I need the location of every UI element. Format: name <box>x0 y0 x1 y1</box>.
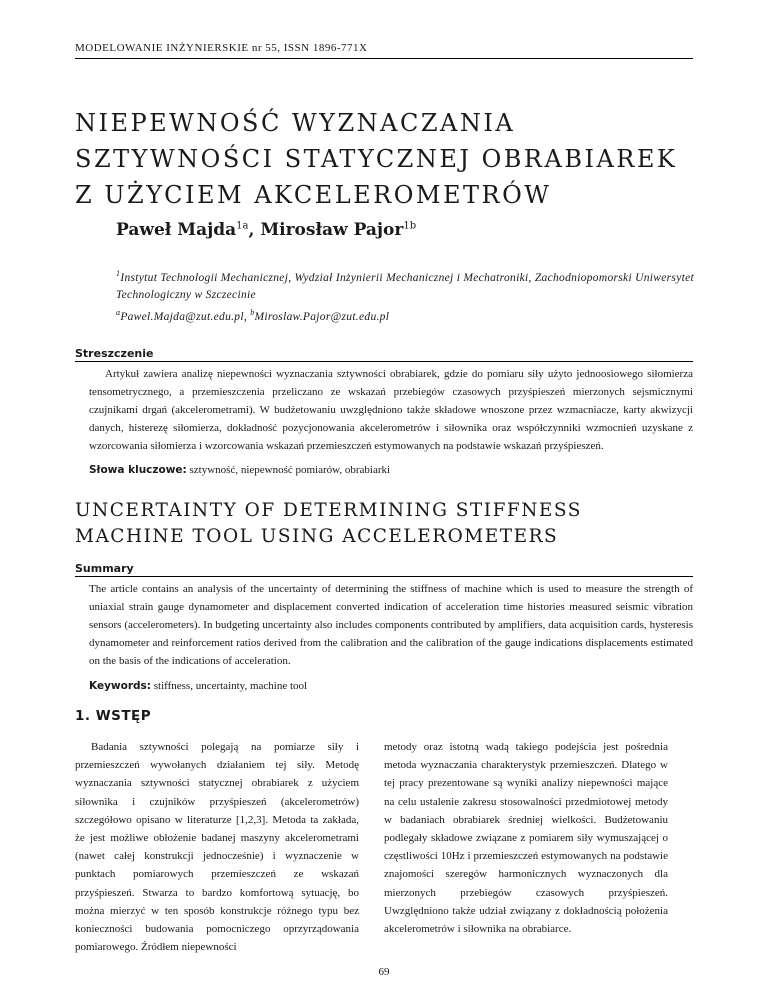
author-name: Mirosław Pajor <box>260 220 404 240</box>
affiliation-mark: 1 <box>116 269 121 278</box>
author-name: Paweł Majda <box>116 220 237 240</box>
affiliation-emails <box>116 304 696 326</box>
email-mark: b <box>250 307 255 317</box>
abstract-heading-english: Summary <box>75 562 693 577</box>
body-column-right: metody oraz istotną wadą takiego podejścia jest pośrednia metoda wyznaczania charakterystyk przemieszczeń. Dlatego w tej pracy prezentowane są wyniki analizy niepewności mające na celu ustalenie zakresu stosowalności przedmiotowej metody w badaniach obrabiarek średniej wielkości. Budżetowaniu podlegały składowe związane z pomiarem siły wymuszającej o częstliwości 10Hz i przemieszczeń estymowanych na podstawie znajomości szeregów harmonicznych wyznaczonych dla mierzonych przebiegów czasowych przyśpieszeń. Uwzględniono także udział związany z dokładnością położenia akcelerometrów i siłownika na obrabiarce. <box>384 741 668 936</box>
page-number: 69 <box>378 966 390 978</box>
paper-title-english: UNCERTAINTY OF DETERMINING STIFFNESS MACHINE TOOL USING ACCELEROMETERS <box>75 500 582 547</box>
keywords-list: stiffness, uncertainty, machine tool <box>150 680 308 692</box>
email-link[interactable]: Miroslaw.Pajor@zut.edu.pl <box>254 310 390 323</box>
running-header: MODELOWANIE INŻYNIERSKIE nr 55, ISSN 1896-771X <box>75 42 693 59</box>
keywords-polish <box>89 464 693 476</box>
author-affiliation-mark: 1a <box>236 220 249 232</box>
affiliation-block <box>116 265 696 326</box>
keywords-list: sztywność, niepewność pomiarów, obrabiarki <box>186 464 391 476</box>
abstract-text-polish: Artykuł zawiera analizę niepewności wyznaczania sztywności obrabiarek, gdzie do pomiaru siły użyto jednoosiowego siłomierza tensometrycznego, a przemieszczenia przeliczano ze wskazań przebiegów czasowych przyśpieszeń mierzonych sejsmicznymi czujnikami drgań (akcelerometrami). W budżetowaniu uwzględniono także składowe wnoszone przez wzmacniacze, karty akwizycji danych, histerezę siłomierza, dokładność pozycjonowania akcelerometrów i siłownika oraz współczynniki wzmocnień uzyskane z wzorcowania siłomierza i wzorcowania wskazań przemieszczeń estymowanych na podstawie wskazań przyśpieszeń. <box>89 368 693 452</box>
body-column-left: Badania sztywności polegają na pomiarze siły i przemieszczeń wywołanych działaniem tej siły. Metodę wyznaczania sztywności statycznej obrabiarek z użyciem siłownika i czujników przyśpieszeń (akcelerometrów) szczegółowo opisano w literaturze [1,2,3]. Metoda ta zakłada, że jest możliwe obłożenie badanej maszyny akcelerometrami (nawet całej konstrukcji jednocześnie) i wyznaczenie w punktach pomiarowych przemieszczeń ze wskazań przyśpieszeń. Stwarza to bardzo komfortową sytuację, bo można mierzyć w ten sposób konstrukcje różnego typu bez konieczności budowania pomocniczego oprzyrządowania pomiarowego. Źródłem niepewności <box>75 741 359 954</box>
keywords-label: Słowa kluczowe: <box>89 464 187 476</box>
author-separator: , <box>248 220 261 240</box>
email-mark: a <box>116 307 121 317</box>
abstract-text-english: The article contains an analysis of the uncertainty of determining the stiffness of machine which is used to measure the strength of uniaxial strain gauge dynamometer and displacement converted indication of acceleration time histories measured seismic vibration sensors (accelerometers). In budgeting uncertainty also includes components contributed by amplifiers, data acquisition cards, hysteresis dynamometer and reinforcement ratios derived from the calibration and the calibration of the gauge indications displacements estimated on the basis of the indications of acceleration. <box>89 583 693 667</box>
affiliation-text: Instytut Technologii Mechanicznej, Wydział Inżynierii Mechanicznej i Mechatroniki, Zachodniopomorski Uniwersytet Technologiczny w Szczecinie <box>116 271 695 301</box>
paper-title-polish: NIEPEWNOŚĆ WYZNACZANIA SZTYWNOŚCI STATYCZNEJ OBRABIAREK Z UŻYCIEM AKCELEROMETRÓW <box>75 109 678 209</box>
affiliation-institute <box>116 265 696 304</box>
email-link[interactable]: Pawel.Majda@zut.edu.pl, <box>120 310 251 323</box>
abstract-heading-polish: Streszczenie <box>75 347 693 362</box>
section-heading: 1. WSTĘP <box>75 708 152 724</box>
authors-line <box>116 220 416 240</box>
keywords-label: Keywords: <box>89 680 151 692</box>
author-affiliation-mark: 1b <box>403 220 417 232</box>
keywords-english <box>89 680 693 692</box>
